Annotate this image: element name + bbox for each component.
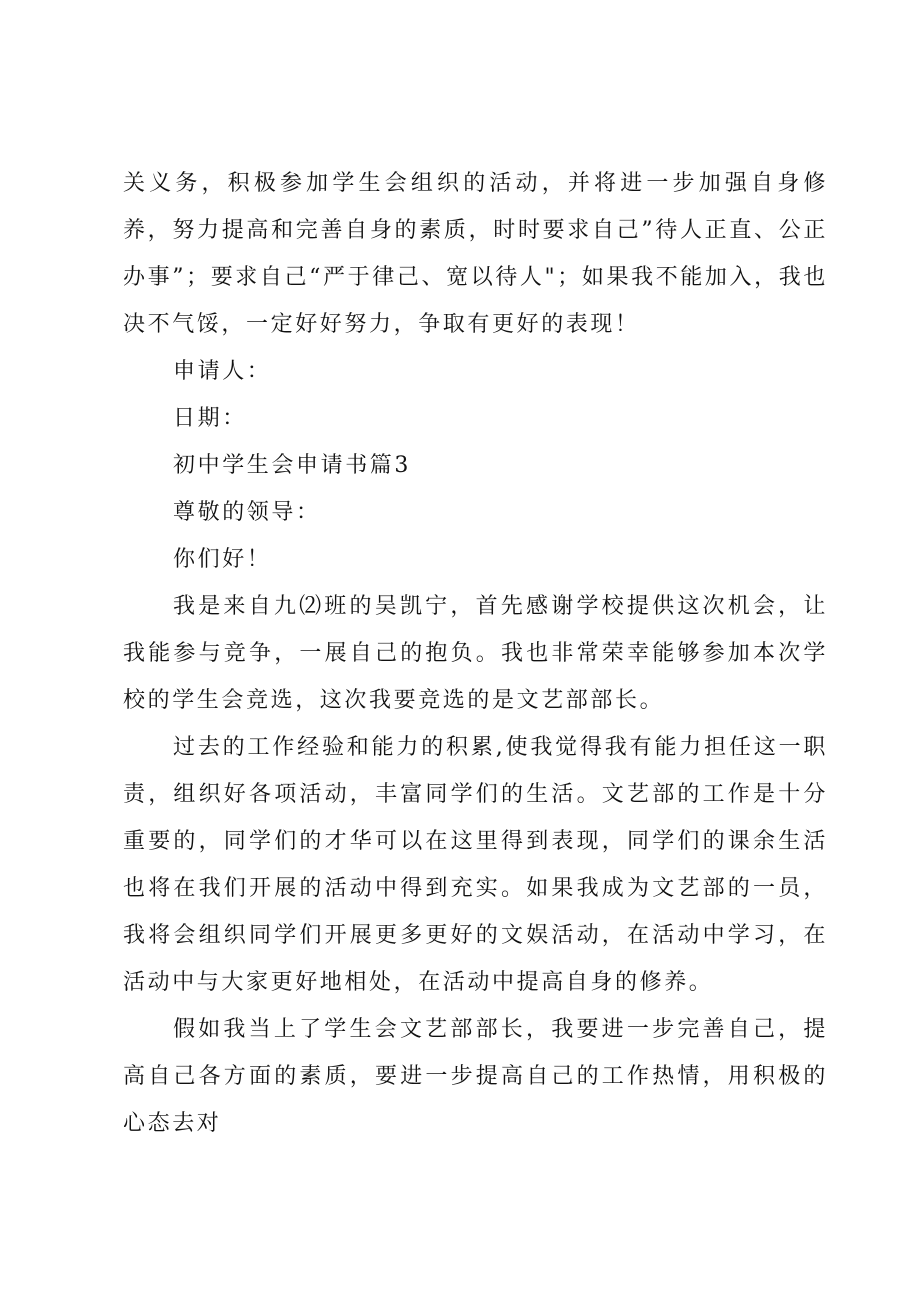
- applicant-line: 申请人：: [173, 359, 272, 384]
- document-body: [123, 160, 828, 1147]
- paragraph-continuation: 关义务，积极参加学生会组织的活动，并将进一步加强自身修养，努力提高和完善自身的素质，时时要求自己”待人正直、公正办事”；要求自己“严于律己、宽以待人"；如果我不能加入，我也决不气馁，一定好好努力，争取有更好的表现！: [123, 171, 828, 337]
- greeting: 你们好！: [173, 547, 272, 572]
- section-title: 初中学生会申请书篇3: [173, 453, 411, 478]
- salutation: 尊敬的领导：: [173, 500, 321, 525]
- paragraph-experience: 过去的工作经验和能力的积累,使我觉得我有能力担任这一职责，组织好各项活动，丰富同学们的生活。文艺部的工作是十分重要的，同学们的才华可以在这里得到表现，同学们的课余生活也将在我们开展的活动中得到充实。如果我成为文艺部的一员，我将会组织同学们开展更多更好的文娱活动，在活动中学习，在活动中与大家更好地相处，在活动中提高自身的修养。: [123, 735, 828, 995]
- paragraph-plan: 假如我当上了学生会文艺部部长，我要进一步完善自己，提高自己各方面的素质，要进一步提高自己的工作热情，用积极的心态去对: [123, 1017, 828, 1136]
- date-line: 日期：: [173, 406, 247, 431]
- paragraph-intro: 我是来自九⑵班的吴凯宁，首先感谢学校提供这次机会，让我能参与竞争，一展自己的抱负。我也非常荣幸能够参加本次学校的学生会竞选，这次我要竞选的是文艺部部长。: [123, 594, 828, 713]
